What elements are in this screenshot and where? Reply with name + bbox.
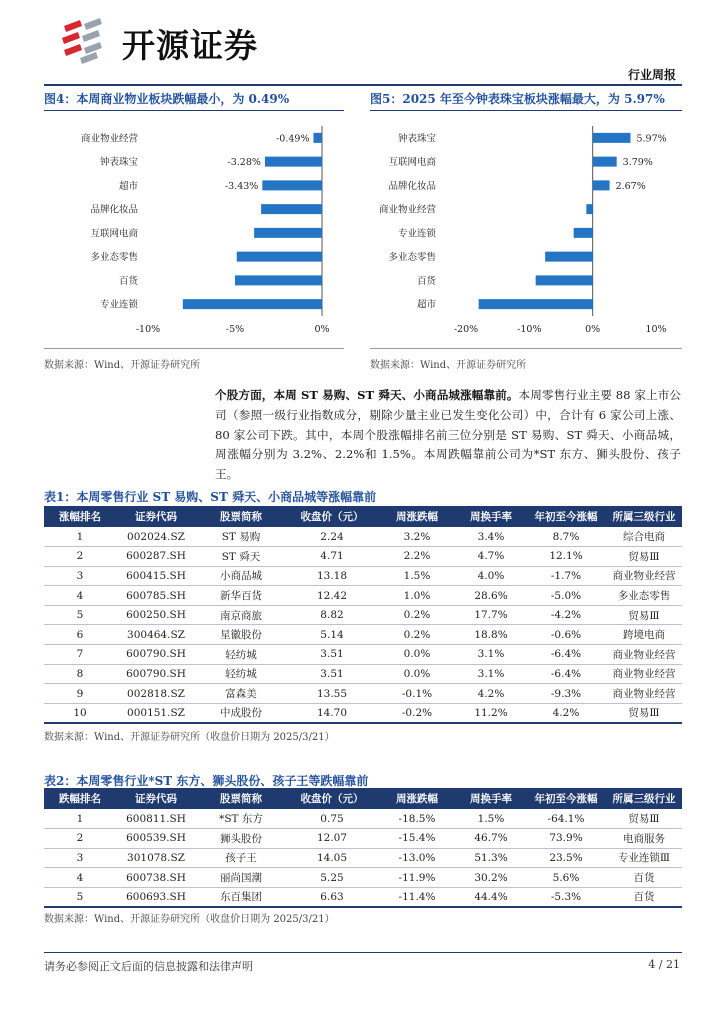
table-cell: 12.07 (286, 829, 378, 849)
category-label: 品牌化妆品 (90, 204, 138, 216)
column-header: 所属三级行业 (606, 788, 682, 809)
column-header: 证券代码 (116, 788, 196, 809)
table-cell: 商业物业经营 (606, 664, 682, 684)
category-label: 互联网电商 (90, 228, 138, 240)
bar-0 (313, 133, 322, 143)
table-cell: 1.5% (378, 566, 456, 586)
bar-3 (586, 204, 592, 214)
table-cell: 8 (44, 664, 116, 684)
table-cell: 商业物业经营 (606, 566, 682, 586)
x-tick-label: -20% (453, 324, 479, 335)
bar-1 (265, 157, 322, 167)
table-row (44, 605, 682, 625)
category-label: 品牌化妆品 (388, 180, 436, 192)
table-cell: -4.2% (526, 605, 606, 625)
table-cell: -0.6% (526, 625, 606, 645)
table-cell: 600790.SH (116, 664, 196, 684)
bar-7 (479, 299, 593, 309)
report-type: 行业周报 (627, 68, 676, 82)
table-cell: -13.0% (378, 848, 456, 868)
table-row (44, 645, 682, 665)
column-header: 周涨跌幅 (378, 788, 456, 809)
data-label: 2.67% (615, 180, 646, 192)
table-cell: 3.1% (456, 664, 526, 684)
table-cell: -11.4% (378, 887, 456, 907)
table-cell: 小商品城 (196, 566, 286, 586)
table-cell: -0.1% (378, 684, 456, 704)
table-cell: 51.3% (456, 848, 526, 868)
table-cell: 600790.SH (116, 645, 196, 665)
table-cell: -5.3% (526, 887, 606, 907)
table-cell: 300464.SZ (116, 625, 196, 645)
table-cell: 600738.SH (116, 868, 196, 888)
table-cell: 5.14 (286, 625, 378, 645)
data-label: -3.43% (224, 180, 259, 192)
data-label: -0.49% (276, 133, 310, 145)
table-cell: 综合电商 (606, 527, 682, 547)
table-cell: 星徽股份 (196, 625, 286, 645)
stock-summary-paragraph (215, 386, 681, 485)
table-cell: 0.0% (378, 645, 456, 665)
table-cell: 南京商旅 (196, 605, 286, 625)
paragraph-body: 本周零售行业主要 88 家上市公司（参照一级行业指数成分，剔除少量主业已发生变化公司）中，合计有 6 家公司上涨、80 家公司下跌。其中，本周个股涨幅排名前三位分别是 ST 易购、ST 舜天、小商品城，周涨幅分别为 3.2%、2.2%和 1.5%。本周跌幅靠前公司为*ST 东方、狮头股份、孩子王。 (215, 388, 681, 482)
table-cell: 8.7% (526, 527, 606, 547)
table-cell: 3 (44, 848, 116, 868)
bar-3 (261, 204, 322, 214)
table-row (44, 527, 682, 547)
company-logo-icon (60, 18, 114, 64)
table-row (44, 809, 682, 829)
table-row (44, 848, 682, 868)
table-cell: 狮头股份 (196, 829, 286, 849)
table-cell: -18.5% (378, 809, 456, 829)
table-cell: 4.7% (456, 547, 526, 567)
table-cell: 孩子王 (196, 848, 286, 868)
bar-6 (235, 275, 322, 285)
table-cell: 3.51 (286, 664, 378, 684)
column-header: 周换手率 (456, 506, 526, 527)
table-cell: 2.2% (378, 547, 456, 567)
table-cell: 17.7% (456, 605, 526, 625)
table-cell: 5 (44, 605, 116, 625)
table-cell: 2 (44, 829, 116, 849)
company-name: 开源证券 (122, 26, 258, 65)
table-row (44, 703, 682, 723)
table-cell: 4.2% (526, 703, 606, 723)
category-label: 多业态零售 (90, 252, 138, 264)
table-cell: 14.70 (286, 703, 378, 723)
figure5-title-rule (370, 110, 682, 111)
page-number: 4 / 21 (648, 958, 680, 971)
table-cell: 4.71 (286, 547, 378, 567)
figure5-title: 图5：2025 年至今钟表珠宝板块涨幅最大，为 5.97% (370, 92, 665, 106)
table-cell: 600785.SH (116, 586, 196, 606)
category-label: 超市 (118, 180, 138, 192)
category-label: 百货 (118, 275, 138, 287)
table-cell: 18.8% (456, 625, 526, 645)
table-cell: 贸易Ⅲ (606, 809, 682, 829)
column-header: 股票简称 (196, 506, 286, 527)
table-cell: 2.24 (286, 527, 378, 547)
table-cell: 跨境电商 (606, 625, 682, 645)
table-cell: 东百集团 (196, 887, 286, 907)
table-header-row (44, 506, 682, 527)
table-cell: 7 (44, 645, 116, 665)
bar-5 (237, 252, 322, 262)
x-tick-label: -5% (225, 324, 245, 335)
column-header: 跌幅排名 (44, 788, 116, 809)
figure5-source: 数据来源：Wind、开源证券研究所 (370, 360, 527, 371)
table2-losers (44, 788, 682, 908)
table-cell: 600250.SH (116, 605, 196, 625)
table-cell: 600415.SH (116, 566, 196, 586)
table-cell: 13.55 (286, 684, 378, 704)
table-cell: 轻纺城 (196, 664, 286, 684)
table-cell: 9 (44, 684, 116, 704)
category-label: 钟表珠宝 (99, 157, 138, 169)
table-row (44, 868, 682, 888)
table-cell: 新华百货 (196, 586, 286, 606)
bar-2 (262, 180, 322, 190)
category-label: 专业连锁 (397, 228, 436, 240)
table-row (44, 684, 682, 704)
table-cell: 4.0% (456, 566, 526, 586)
table-cell: -15.4% (378, 829, 456, 849)
table-cell: 贸易Ⅲ (606, 703, 682, 723)
header-divider (44, 84, 682, 86)
table1-source: 数据来源：Wind、开源证券研究所（收盘价日期为 2025/3/21） (44, 732, 335, 743)
table-cell: 002024.SZ (116, 527, 196, 547)
table-cell: 3.4% (456, 527, 526, 547)
paragraph-lead: 个股方面，本周 ST 易购、ST 舜天、小商品城涨幅靠前。 (215, 388, 519, 402)
bar-0 (593, 133, 631, 143)
table-cell: 4 (44, 586, 116, 606)
table-cell: -5.0% (526, 586, 606, 606)
table-cell: 14.05 (286, 848, 378, 868)
category-label: 百货 (416, 275, 436, 287)
column-header: 所属三级行业 (606, 506, 682, 527)
table-cell: ST 舜天 (196, 547, 286, 567)
table-cell: -9.3% (526, 684, 606, 704)
bar-5 (545, 252, 593, 262)
column-header: 年初至今涨幅 (526, 788, 606, 809)
footer-disclaimer: 请务必参阅正文后面的信息披露和法律声明 (44, 960, 253, 973)
table-cell: 百货 (606, 887, 682, 907)
table-cell: 12.42 (286, 586, 378, 606)
table-cell: 44.4% (456, 887, 526, 907)
x-tick-label: -10% (517, 324, 542, 335)
table-cell: 中成股份 (196, 703, 286, 723)
table-cell: 4 (44, 868, 116, 888)
table2-title: 表2：本周零售行业*ST 东方、狮头股份、孩子王等跌幅靠前 (44, 774, 369, 788)
table-cell: 600693.SH (116, 887, 196, 907)
figure5-chart (370, 118, 682, 346)
data-label: 5.97% (636, 133, 667, 145)
table-cell: 轻纺城 (196, 645, 286, 665)
table-cell: 商业物业经营 (606, 645, 682, 665)
table-cell: 0.2% (378, 625, 456, 645)
table-cell: 10 (44, 703, 116, 723)
column-header: 收盘价（元） (286, 788, 378, 809)
table-cell: 商业物业经营 (606, 684, 682, 704)
table-cell: *ST 东方 (196, 809, 286, 829)
category-label: 钟表珠宝 (397, 133, 436, 145)
table1-title: 表1：本周零售行业 ST 易购、ST 舜天、小商品城等涨幅靠前 (44, 490, 377, 504)
x-tick-label: -10% (135, 324, 161, 335)
table-cell: -6.4% (526, 664, 606, 684)
table-cell: 2 (44, 547, 116, 567)
column-header: 周涨跌幅 (378, 506, 456, 527)
table-cell: -11.9% (378, 868, 456, 888)
table-row (44, 547, 682, 567)
table-row (44, 829, 682, 849)
category-label: 多业态零售 (388, 252, 436, 264)
category-label: 专业连锁 (99, 299, 138, 311)
table-cell: 百货 (606, 868, 682, 888)
column-header: 证券代码 (116, 506, 196, 527)
table-cell: 5.25 (286, 868, 378, 888)
data-label: -3.28% (227, 157, 261, 169)
x-tick-label: 10% (645, 324, 667, 335)
table-cell: 1 (44, 809, 116, 829)
category-label: 商业物业经营 (80, 133, 138, 145)
table-cell: 5 (44, 887, 116, 907)
category-label: 超市 (416, 299, 436, 311)
table-cell: -0.2% (378, 703, 456, 723)
table-row (44, 566, 682, 586)
table-cell: 0.2% (378, 605, 456, 625)
figure4-chart (44, 118, 344, 346)
table-cell: 600811.SH (116, 809, 196, 829)
table-row (44, 887, 682, 907)
table-cell: -64.1% (526, 809, 606, 829)
column-header: 涨幅排名 (44, 506, 116, 527)
category-label: 商业物业经营 (378, 204, 436, 216)
page-header (0, 0, 724, 90)
table-row (44, 664, 682, 684)
table-cell: 30.2% (456, 868, 526, 888)
table-cell: 贸易Ⅲ (606, 547, 682, 567)
table-cell: 多业态零售 (606, 586, 682, 606)
table-cell: 46.7% (456, 829, 526, 849)
table-cell: 0.0% (378, 664, 456, 684)
bar-4 (574, 228, 593, 238)
table-cell: 专业连锁Ⅲ (606, 848, 682, 868)
table-cell: 600539.SH (116, 829, 196, 849)
bar-4 (254, 228, 322, 238)
table-cell: 1.0% (378, 586, 456, 606)
bar-7 (183, 299, 322, 309)
table-cell: 11.2% (456, 703, 526, 723)
table-cell: 000151.SZ (116, 703, 196, 723)
table-cell: -1.7% (526, 566, 606, 586)
table-cell: 5.6% (526, 868, 606, 888)
table-cell: 贸易Ⅲ (606, 605, 682, 625)
table1-gainers (44, 506, 682, 724)
bar-6 (536, 275, 593, 285)
figure5-bottom-rule (370, 348, 682, 349)
bar-1 (593, 157, 617, 167)
table-row (44, 586, 682, 606)
table2-source: 数据来源：Wind、开源证券研究所（收盘价日期为 2025/3/21） (44, 914, 335, 925)
data-label: 3.79% (622, 157, 653, 169)
category-label: 互联网电商 (388, 157, 436, 169)
table-cell: 3.2% (378, 527, 456, 547)
table-cell: 12.1% (526, 547, 606, 567)
table-header-row (44, 788, 682, 809)
x-tick-label: 0% (314, 324, 330, 335)
column-header: 股票简称 (196, 788, 286, 809)
table-cell: ST 易购 (196, 527, 286, 547)
table-cell: 1.5% (456, 809, 526, 829)
table-cell: 6.63 (286, 887, 378, 907)
table-cell: 73.9% (526, 829, 606, 849)
figure4-source: 数据来源：Wind、开源证券研究所 (44, 360, 201, 371)
footer-divider (44, 952, 682, 953)
figure4-bottom-rule (44, 348, 344, 349)
x-tick-label: 0% (585, 324, 601, 335)
table-row (44, 625, 682, 645)
table-cell: 002818.SZ (116, 684, 196, 704)
table-cell: 电商服务 (606, 829, 682, 849)
bar-2 (593, 180, 610, 190)
table-cell: -6.4% (526, 645, 606, 665)
table-cell: 600287.SH (116, 547, 196, 567)
column-header: 周换手率 (456, 788, 526, 809)
figure4-title-rule (44, 110, 344, 111)
table-cell: 3.51 (286, 645, 378, 665)
table-cell: 0.75 (286, 809, 378, 829)
table-cell: 6 (44, 625, 116, 645)
table-cell: 23.5% (526, 848, 606, 868)
column-header: 收盘价（元） (286, 506, 378, 527)
column-header: 年初至今涨幅 (526, 506, 606, 527)
table-cell: 丽尚国潮 (196, 868, 286, 888)
table-cell: 3 (44, 566, 116, 586)
table-cell: 富森美 (196, 684, 286, 704)
table-cell: 4.2% (456, 684, 526, 704)
table-cell: 13.18 (286, 566, 378, 586)
table-cell: 3.1% (456, 645, 526, 665)
table-cell: 8.82 (286, 605, 378, 625)
table-cell: 1 (44, 527, 116, 547)
table-cell: 28.6% (456, 586, 526, 606)
table-cell: 301078.SZ (116, 848, 196, 868)
figure4-title: 图4：本周商业物业板块跌幅最小，为 0.49% (44, 92, 290, 106)
